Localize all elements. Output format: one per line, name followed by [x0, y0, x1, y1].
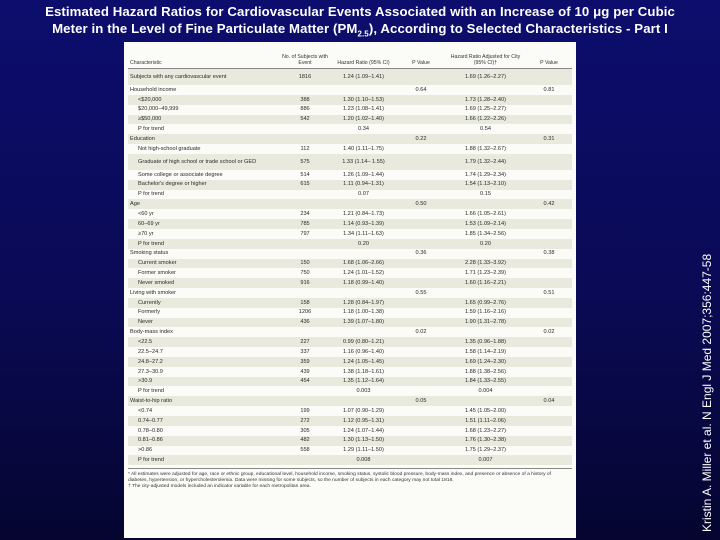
- row-subjects: 359: [280, 357, 330, 367]
- slide-title: [0, 3, 720, 43]
- row-hazard-ratio-city: 1.60 (1.16–2.21): [445, 278, 526, 288]
- row-label: P for trend: [128, 239, 280, 249]
- row-subjects: 305: [300, 427, 310, 434]
- row-p-value: [397, 337, 445, 347]
- row-p-value: [397, 259, 445, 269]
- row-hazard-ratio-city: 1.58 (1.14–2.19): [464, 348, 507, 355]
- row-subjects: 158: [280, 298, 330, 308]
- row-p-value: [397, 170, 445, 180]
- row-label: Graduate of high school or trade school or GED: [128, 154, 280, 170]
- row-hazard-ratio-city: 0.20: [445, 239, 526, 249]
- row-hazard-ratio: 1.14 (0.93–1.39): [330, 219, 397, 229]
- row-hazard-ratio-city: 1.65 (0.99–2.76): [445, 298, 526, 308]
- row-hazard-ratio-city: 1.69 (1.25–2.27): [464, 106, 507, 113]
- table-row: [128, 386, 572, 396]
- row-label: P for trend: [128, 455, 280, 465]
- row-hazard-ratio: 1.18 (1.00–1.38): [342, 309, 385, 316]
- table-row: [128, 124, 572, 134]
- row-label: 24.8–27.2: [128, 357, 280, 367]
- row-p-value-city: [526, 337, 572, 347]
- row-hazard-ratio-city: 1.73 (1.28–2.40): [445, 95, 526, 105]
- row-subjects: 1816: [280, 69, 330, 86]
- row-hazard-ratio: 1.38 (1.18–1.61): [342, 368, 385, 375]
- row-subjects: [280, 249, 330, 259]
- row-p-value: [397, 367, 445, 377]
- table-row: [128, 170, 572, 180]
- table-row: [128, 406, 572, 416]
- row-subjects: 514: [300, 171, 310, 178]
- row-hazard-ratio: 1.26 (1.09–1.44): [342, 171, 385, 178]
- table-row: [128, 249, 572, 259]
- row-subjects: 558: [300, 447, 310, 454]
- table-row: [128, 288, 572, 298]
- row-p-value-city: [526, 347, 572, 357]
- table-footnotes: [128, 468, 572, 489]
- citation-caption: Kristin A. Miller et al. N Engl J Med 2007;356:447-58: [700, 253, 714, 532]
- row-hazard-ratio: 1.18 (0.99–1.40): [330, 278, 397, 288]
- row-p-value-city: 0.38: [543, 250, 555, 257]
- row-p-value-city: [526, 115, 572, 125]
- table-row: [128, 154, 572, 170]
- row-label: ≥$50,000: [128, 115, 280, 125]
- table-row: [128, 377, 572, 387]
- table-row: [128, 239, 572, 249]
- row-p-value: [397, 426, 445, 436]
- row-label: <$20,000: [128, 95, 280, 105]
- row-p-value: [397, 154, 445, 170]
- row-hazard-ratio-city: 1.84 (1.33–2.55): [445, 377, 526, 387]
- row-subjects: 575: [280, 154, 330, 170]
- table-row: [128, 327, 572, 337]
- row-hazard-ratio-city: [445, 288, 526, 298]
- row-hazard-ratio: 1.07 (0.90–1.29): [342, 407, 385, 414]
- slide-title-line-2: [0, 20, 720, 43]
- row-hazard-ratio: 0.003: [356, 388, 371, 395]
- table-row: [128, 436, 572, 446]
- row-label: Former smoker: [138, 270, 176, 277]
- row-p-value-city: [526, 268, 572, 278]
- table-row: [128, 115, 572, 125]
- row-p-value-city: [526, 180, 572, 190]
- table-row: [128, 337, 572, 347]
- row-subjects: 337: [300, 348, 310, 355]
- header-p-value: P Value: [397, 46, 445, 69]
- row-label: Not high-school graduate: [138, 145, 201, 152]
- row-label: P for trend: [138, 388, 165, 395]
- table-row: [128, 219, 572, 229]
- slide-title-subscript: 2.5: [357, 29, 369, 39]
- row-hazard-ratio-city: 1.75 (1.29–2.37): [464, 447, 507, 454]
- row-p-value: [397, 386, 445, 396]
- row-label: Some college or associate degree: [138, 171, 223, 178]
- row-p-value-city: [526, 406, 572, 416]
- row-hazard-ratio-city: 0.54: [480, 126, 491, 133]
- row-p-value-city: 0.42: [526, 199, 572, 209]
- row-label: Never: [128, 318, 280, 328]
- row-hazard-ratio: 1.28 (0.84–1.97): [330, 298, 397, 308]
- row-subjects: 1206: [298, 309, 312, 316]
- row-hazard-ratio: 0.008: [330, 455, 397, 465]
- row-p-value-city: [526, 219, 572, 229]
- row-label: 0.78–0.80: [138, 427, 163, 434]
- row-p-value: 0.22: [397, 134, 445, 144]
- row-subjects: [280, 124, 330, 134]
- row-label: 22.5–24.7: [138, 348, 163, 355]
- header-hazard-ratio: Hazard Ratio (95% CI): [330, 46, 397, 69]
- row-hazard-ratio: 1.30 (1.10–1.53): [330, 95, 397, 105]
- row-hazard-ratio: 1.24 (1.01–1.52): [342, 270, 385, 277]
- row-label: 0.74–0.77: [128, 416, 280, 426]
- row-p-value: [397, 278, 445, 288]
- row-hazard-ratio: 1.24 (1.07–1.44): [342, 427, 385, 434]
- table-row: [128, 209, 572, 219]
- row-p-value-city: [526, 105, 572, 115]
- table-row: [128, 278, 572, 288]
- footnote-2: † The city-adjusted models included an indicator variable for each metropolitan area.: [128, 483, 311, 489]
- hazard-ratio-table: [128, 46, 572, 465]
- row-hazard-ratio-city: 1.88 (1.32–2.67): [464, 145, 507, 152]
- row-p-value: [397, 95, 445, 105]
- row-p-value: [397, 357, 445, 367]
- slide-title-line-2-post: ), According to Selected Characteristics - Part I: [368, 21, 668, 36]
- row-hazard-ratio: [330, 134, 397, 144]
- table-row: [128, 69, 572, 86]
- table-body: [128, 69, 572, 466]
- row-label: Living with smoker: [130, 289, 177, 296]
- row-label: Currently: [128, 298, 280, 308]
- row-hazard-ratio: 1.68 (1.06–2.66): [330, 259, 397, 269]
- row-hazard-ratio-city: [445, 85, 526, 95]
- row-p-value-city: [526, 426, 572, 436]
- row-subjects: [280, 386, 330, 396]
- row-hazard-ratio-city: [445, 134, 526, 144]
- row-subjects: 150: [280, 259, 330, 269]
- row-label: Waist-to-hip ratio: [128, 396, 280, 406]
- row-subjects: 785: [280, 219, 330, 229]
- row-hazard-ratio: 0.99 (0.80–1.21): [330, 337, 397, 347]
- row-subjects: [280, 396, 330, 406]
- row-subjects: 797: [300, 230, 310, 237]
- row-p-value-city: [526, 318, 572, 328]
- row-p-value-city: [526, 446, 572, 456]
- row-hazard-ratio-city: 1.68 (1.23–2.27): [464, 427, 507, 434]
- row-p-value: 0.36: [415, 250, 427, 257]
- row-hazard-ratio-city: 1.88 (1.38–2.56): [464, 368, 507, 375]
- table-row: [128, 85, 572, 95]
- table-image: [124, 42, 576, 538]
- row-hazard-ratio: [330, 249, 397, 259]
- row-p-value-city: [526, 144, 572, 154]
- row-label: P for trend: [138, 191, 165, 198]
- row-subjects: 436: [280, 318, 330, 328]
- row-p-value-city: [526, 69, 572, 86]
- row-hazard-ratio-city: 1.85 (1.34–2.56): [464, 230, 507, 237]
- row-p-value: [397, 308, 445, 318]
- row-hazard-ratio: 1.16 (0.96–1.40): [342, 348, 385, 355]
- header-characteristic: Characteristic: [128, 46, 280, 69]
- row-p-value-city: [526, 209, 572, 219]
- row-label: Education: [128, 134, 280, 144]
- row-p-value: [397, 180, 445, 190]
- row-hazard-ratio-city: 1.35 (0.96–1.88): [445, 337, 526, 347]
- slide-title-line-2-pre: Meter in the Level of Fine Particulate Matter (PM: [52, 21, 358, 36]
- row-p-value: [397, 455, 445, 465]
- row-hazard-ratio-city: [445, 327, 526, 337]
- row-hazard-ratio: 1.24 (1.09–1.41): [330, 69, 397, 86]
- table-row: [128, 199, 572, 209]
- row-hazard-ratio: 1.30 (1.13–1.50): [330, 436, 397, 446]
- table-row: [128, 318, 572, 328]
- row-p-value: 0.64: [415, 86, 427, 93]
- row-p-value: [397, 115, 445, 125]
- row-label: ≥70 yr: [138, 230, 154, 237]
- row-hazard-ratio-city: 0.004: [478, 388, 493, 395]
- row-label: Body-mass index: [130, 329, 173, 336]
- row-p-value: [397, 318, 445, 328]
- row-hazard-ratio: 0.20: [330, 239, 397, 249]
- row-subjects: 439: [300, 368, 310, 375]
- row-hazard-ratio-city: 1.71 (1.23–2.39): [464, 270, 507, 277]
- row-p-value: [397, 229, 445, 239]
- row-hazard-ratio-city: 1.69 (1.24–2.30): [445, 357, 526, 367]
- row-hazard-ratio: 1.20 (1.02–1.40): [330, 115, 397, 125]
- table-row: [128, 268, 572, 278]
- row-hazard-ratio: [330, 288, 397, 298]
- row-hazard-ratio-city: [445, 396, 526, 406]
- row-hazard-ratio-city: 2.28 (1.33–3.92): [445, 259, 526, 269]
- row-p-value-city: [526, 170, 572, 180]
- row-p-value-city: [526, 95, 572, 105]
- row-p-value-city: [526, 367, 572, 377]
- row-hazard-ratio-city: 1.59 (1.16–2.16): [464, 309, 507, 316]
- row-label: <0.74: [138, 407, 153, 414]
- row-p-value: [397, 377, 445, 387]
- row-hazard-ratio-city: 1.66 (1.22–2.26): [445, 115, 526, 125]
- row-p-value: [397, 209, 445, 219]
- row-subjects: [280, 327, 330, 337]
- table-row: [128, 416, 572, 426]
- table-row: [128, 229, 572, 239]
- row-hazard-ratio-city: 1.45 (1.05–2.00): [464, 407, 507, 414]
- table-row: [128, 180, 572, 190]
- row-hazard-ratio-city: 0.007: [445, 455, 526, 465]
- row-p-value: [397, 219, 445, 229]
- table-row: [128, 347, 572, 357]
- row-hazard-ratio: 1.34 (1.11–1.63): [343, 230, 384, 237]
- table-row: [128, 144, 572, 154]
- row-hazard-ratio: 1.12 (0.95–1.31): [330, 416, 397, 426]
- row-label: 27.3–30.9: [138, 368, 163, 375]
- row-hazard-ratio: [330, 327, 397, 337]
- row-subjects: 234: [300, 211, 310, 217]
- row-hazard-ratio: [330, 199, 397, 209]
- row-subjects: 199: [300, 407, 310, 414]
- row-label: Subjects with any cardiovascular event: [128, 69, 280, 86]
- row-hazard-ratio-city: 1.54 (1.13–2.10): [445, 180, 526, 190]
- row-p-value: [397, 239, 445, 249]
- table-row: [128, 396, 572, 406]
- row-label: P for trend: [138, 126, 165, 133]
- row-p-value-city: [526, 455, 572, 465]
- row-hazard-ratio: 0.07: [358, 191, 369, 198]
- row-hazard-ratio-city: 1.76 (1.30–2.38): [445, 436, 526, 446]
- row-p-value-city: [526, 229, 572, 239]
- table-row: [128, 298, 572, 308]
- row-p-value: [397, 190, 445, 200]
- row-label: 0.81–0.86: [128, 436, 280, 446]
- row-label: <22.5: [128, 337, 280, 347]
- table-row: [128, 446, 572, 456]
- row-subjects: 886: [300, 106, 310, 113]
- row-hazard-ratio-city: [445, 249, 526, 259]
- table-row: [128, 367, 572, 377]
- row-hazard-ratio-city: 1.79 (1.32–2.44): [445, 154, 526, 170]
- row-p-value: [397, 436, 445, 446]
- row-label: >0.86: [138, 447, 153, 454]
- row-subjects: [280, 190, 330, 200]
- table-row: [128, 105, 572, 115]
- row-hazard-ratio: 1.33 (1.14– 1.55): [330, 154, 397, 170]
- row-subjects: 272: [280, 416, 330, 426]
- row-label: $20,000–49,999: [138, 106, 179, 113]
- row-hazard-ratio-city: 1.66 (1.05–2.61): [464, 211, 507, 217]
- row-subjects: [280, 134, 330, 144]
- row-p-value: [397, 124, 445, 134]
- row-p-value-city: [526, 416, 572, 426]
- row-hazard-ratio: 1.29 (1.11–1.50): [343, 447, 384, 454]
- row-subjects: 112: [300, 145, 310, 152]
- row-hazard-ratio: [330, 85, 397, 95]
- row-p-value: 0.02: [415, 329, 427, 336]
- row-subjects: [280, 239, 330, 249]
- row-subjects: [280, 199, 330, 209]
- table-row: [128, 190, 572, 200]
- row-p-value-city: 0.02: [543, 329, 555, 336]
- row-p-value: [397, 144, 445, 154]
- row-label: Age: [128, 199, 280, 209]
- row-p-value-city: [526, 124, 572, 134]
- row-subjects: 615: [280, 180, 330, 190]
- row-label: >30.9: [128, 377, 280, 387]
- row-hazard-ratio: 1.40 (1.11–1.75): [343, 145, 384, 152]
- header-p-value-city: P Value: [526, 46, 572, 69]
- row-hazard-ratio-city: 1.90 (1.31–2.78): [445, 318, 526, 328]
- row-hazard-ratio: 1.11 (0.94–1.31): [330, 180, 397, 190]
- row-subjects: 227: [280, 337, 330, 347]
- row-p-value-city: [526, 377, 572, 387]
- row-subjects: 482: [280, 436, 330, 446]
- row-label: Never smoked: [128, 278, 280, 288]
- table-header-row: [128, 46, 572, 69]
- row-hazard-ratio-city: 1.51 (1.11–2.06): [445, 416, 526, 426]
- row-p-value: [397, 69, 445, 86]
- table-row: [128, 357, 572, 367]
- table-row: [128, 95, 572, 105]
- row-p-value-city: 0.04: [526, 396, 572, 406]
- row-p-value: [397, 446, 445, 456]
- table-row: [128, 426, 572, 436]
- row-hazard-ratio: 1.39 (1.07–1.80): [330, 318, 397, 328]
- row-subjects: 454: [280, 377, 330, 387]
- row-subjects: [280, 288, 330, 298]
- row-p-value-city: [526, 436, 572, 446]
- row-hazard-ratio: [330, 396, 397, 406]
- row-label: Formerly: [138, 309, 161, 316]
- row-subjects: [280, 85, 330, 95]
- row-subjects: [280, 455, 330, 465]
- row-p-value-city: [526, 357, 572, 367]
- table-row: [128, 308, 572, 318]
- row-hazard-ratio-city: 0.15: [480, 191, 491, 198]
- row-p-value-city: 0.31: [526, 134, 572, 144]
- row-hazard-ratio: 1.24 (1.05–1.45): [330, 357, 397, 367]
- row-p-value: [397, 347, 445, 357]
- row-p-value-city: [526, 386, 572, 396]
- row-p-value-city: [526, 190, 572, 200]
- row-p-value: [397, 268, 445, 278]
- footnote-1: * All estimates were adjusted for age, race or ethnic group, educational level, household income, smoking status, systolic blood pressure, body-mass index, and presence or absence of a history of diabetes, hypertension, or hypercholesterolemia. Data were missing for some subjects, so the number of subjects in each category may not total 1816.: [128, 472, 551, 484]
- row-label: <60 yr: [138, 211, 154, 217]
- row-hazard-ratio-city: [445, 199, 526, 209]
- row-p-value-city: 0.51: [543, 289, 555, 296]
- table-row: [128, 259, 572, 269]
- row-p-value-city: [526, 239, 572, 249]
- row-p-value: [397, 298, 445, 308]
- row-hazard-ratio-city: 1.74 (1.29–2.34): [464, 171, 507, 178]
- row-label: Current smoker: [128, 259, 280, 269]
- row-p-value-city: [526, 278, 572, 288]
- slide-title-line-1: Estimated Hazard Ratios for Cardiovascular Events Associated with an Increase of 10 μg per Cubic: [45, 4, 675, 19]
- row-p-value: [397, 406, 445, 416]
- row-hazard-ratio-city: 1.53 (1.09–2.14): [445, 219, 526, 229]
- row-p-value: 0.05: [397, 396, 445, 406]
- table-row: [128, 134, 572, 144]
- row-p-value: 0.55: [415, 289, 427, 296]
- table-row: [128, 455, 572, 465]
- row-p-value-city: [526, 308, 572, 318]
- row-subjects: 750: [300, 270, 310, 277]
- row-p-value: 0.50: [397, 199, 445, 209]
- row-hazard-ratio: 1.21 (0.84–1.73): [342, 211, 385, 217]
- row-hazard-ratio-city: 1.69 (1.26–2.27): [445, 69, 526, 86]
- row-subjects: 542: [280, 115, 330, 125]
- row-p-value: [397, 416, 445, 426]
- row-hazard-ratio: 0.34: [358, 126, 369, 133]
- row-hazard-ratio: 1.35 (1.12–1.64): [330, 377, 397, 387]
- header-subjects: No. of Subjects with Event: [280, 46, 330, 69]
- row-hazard-ratio: 1.23 (1.08–1.41): [342, 106, 385, 113]
- row-p-value: [397, 105, 445, 115]
- row-label: 60–69 yr: [128, 219, 280, 229]
- row-subjects: 388: [280, 95, 330, 105]
- header-hazard-ratio-city: Hazard Ratio Adjusted for City (95% CI)†: [445, 46, 526, 69]
- row-p-value-city: [526, 298, 572, 308]
- row-p-value-city: [526, 154, 572, 170]
- row-subjects: 916: [280, 278, 330, 288]
- row-p-value-city: 0.81: [543, 86, 555, 93]
- row-label: Household income: [130, 86, 177, 93]
- row-p-value-city: [526, 259, 572, 269]
- row-label: Bachelor's degree or higher: [128, 180, 280, 190]
- row-label: Smoking status: [130, 250, 169, 257]
